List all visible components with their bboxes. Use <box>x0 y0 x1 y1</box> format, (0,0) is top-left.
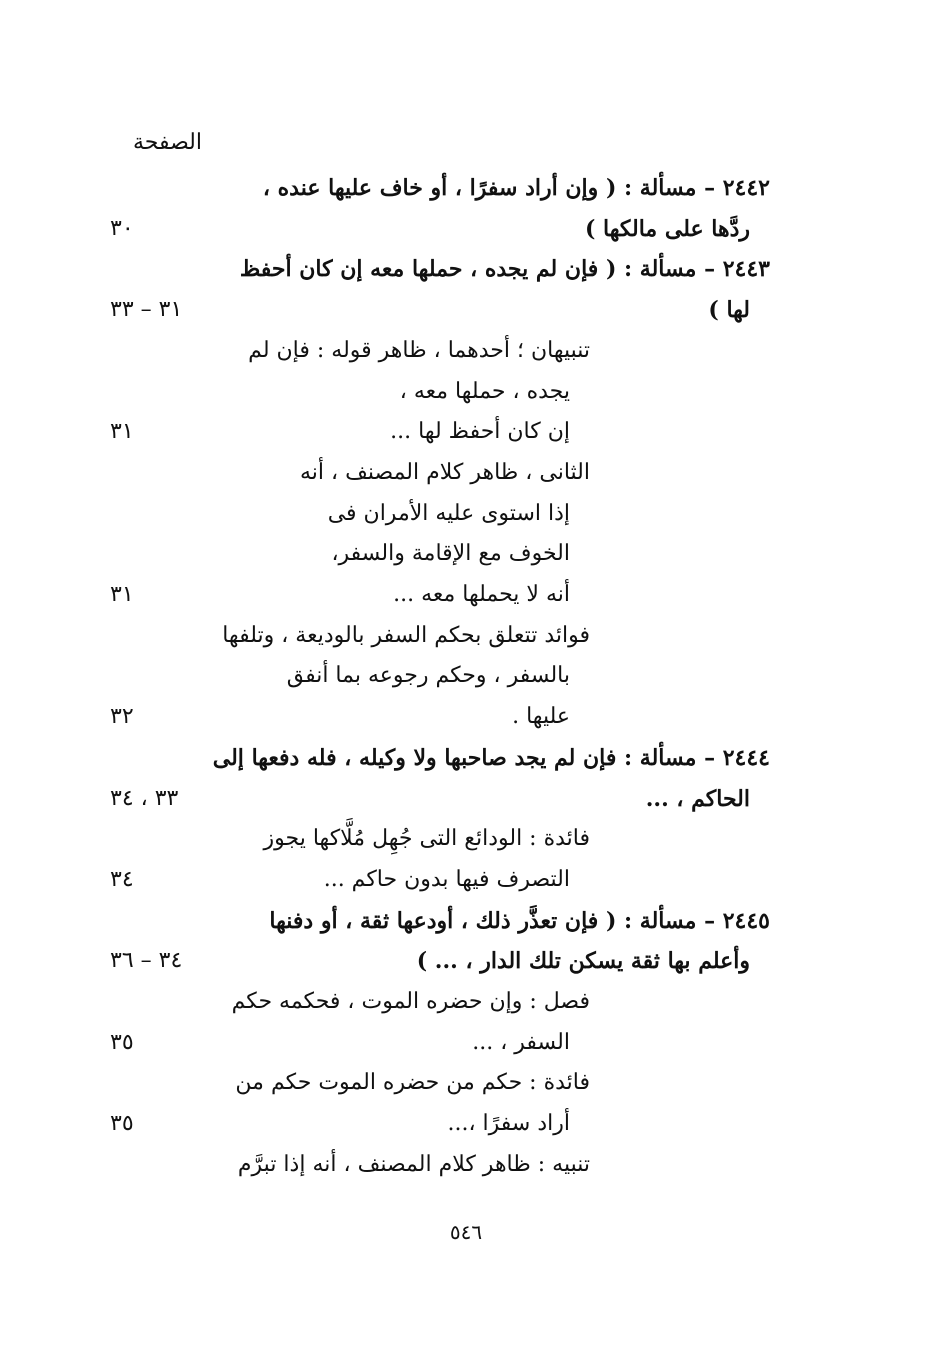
index-row <box>110 494 770 534</box>
entry-text: إذا استوى عليه الأمران فى <box>327 500 570 526</box>
entry-text: تنبيهان ؛ أحدهما ، ظاهر قوله : فإن لم <box>248 337 590 363</box>
index-row <box>110 616 770 656</box>
entry-text: الحاكم ، ... <box>645 785 750 812</box>
index-row <box>110 412 770 452</box>
entry-page-ref: ٣٤ <box>110 866 134 892</box>
entry-text: الخوف مع الإقامة والسفر، <box>331 541 570 567</box>
entry-text: ٢٤٤٣ – مسألة : ( فإن لم يجده ، حملها معه إن كان أحفظ <box>239 256 770 283</box>
index-row <box>110 331 770 371</box>
index-row <box>110 249 770 289</box>
index-row <box>110 901 770 941</box>
entry-text: ٢٤٤٢ – مسألة : ( وإن أراد سفرًا ، أو خاف عليها عنده ، <box>262 175 770 201</box>
index-row <box>110 372 770 412</box>
index-row <box>110 1063 770 1103</box>
index-row <box>110 209 770 249</box>
index-row <box>110 697 770 737</box>
entry-text: ٢٤٤٥ – مسألة : ( فإن تعذَّر ذلك ، أودعها ثقة ، أو دفنها <box>269 907 770 934</box>
index-row <box>110 860 770 900</box>
index-row <box>110 1145 770 1185</box>
entry-text: فائدة : الودائع التى جُهِل مُلَّاكها يجوز <box>263 826 590 852</box>
entry-text: السفر ، ... <box>472 1029 570 1055</box>
index-row <box>110 982 770 1022</box>
index-row <box>110 290 770 330</box>
entry-text: فائدة : حكم من حضره الموت حكم من <box>235 1070 590 1096</box>
entry-page-ref: ٣١ <box>110 419 134 445</box>
entry-page-ref: ٣٢ <box>110 704 134 730</box>
index-row <box>110 534 770 574</box>
index-row <box>110 1104 770 1144</box>
entry-text: أراد سفرًا ،... <box>447 1111 570 1137</box>
index-row <box>110 656 770 696</box>
index-row <box>110 1023 770 1063</box>
entry-text: ٢٤٤٤ – مسألة : فإن لم يجد صاحبها ولا وكيله ، فله دفعها إلى <box>212 744 770 771</box>
entry-page-ref: ٣٥ <box>110 1111 134 1137</box>
entry-text: يجده ، حملها معه ، <box>399 378 570 404</box>
entry-page-ref: ٣٤ – ٣٦ <box>110 948 183 974</box>
entry-text: لها ) <box>708 297 750 324</box>
entry-text: فوائد تتعلق بحكم السفر بالوديعة ، وتلفها <box>222 622 590 648</box>
index-row <box>110 453 770 493</box>
entry-page-ref: ٣٥ <box>110 1029 134 1055</box>
page-column-header: الصفحة <box>132 130 202 155</box>
index-row <box>110 779 770 819</box>
entry-text: ردَّها على مالكها ) <box>584 215 750 242</box>
index-row <box>110 738 770 778</box>
entry-text: عليها . <box>512 704 570 730</box>
index-row <box>110 941 770 981</box>
entry-text: إن كان أحفظ لها ... <box>390 419 570 445</box>
page-number: ٥٤٦ <box>449 1220 483 1244</box>
entry-text: الثانى ، ظاهر كلام المصنف ، أنه <box>299 459 590 485</box>
entry-text: وأعلم بها ثقة يسكن تلك الدار ، ... ) <box>416 948 750 975</box>
index-row <box>110 168 770 208</box>
entry-text: بالسفر ، وحكم رجوعه بما أنفق <box>286 663 570 689</box>
entry-text: تنبيه : ظاهر كلام المصنف ، أنه إذا تبرَّم <box>237 1151 590 1177</box>
entry-page-ref: ٣٣ ، ٣٤ <box>110 785 179 811</box>
entry-text: فصل : وإن حضره الموت ، فحكمه حكم <box>231 989 590 1014</box>
entry-text: التصرف فيها بدون حاكم ... <box>323 866 570 892</box>
index-row <box>110 819 770 859</box>
entry-text: أنه لا يحملها معه ... <box>393 582 570 607</box>
index-row <box>110 575 770 615</box>
entry-page-ref: ٣٠ <box>110 215 134 241</box>
entry-page-ref: ٣١ – ٣٣ <box>110 297 183 323</box>
entry-page-ref: ٣١ <box>110 582 134 607</box>
